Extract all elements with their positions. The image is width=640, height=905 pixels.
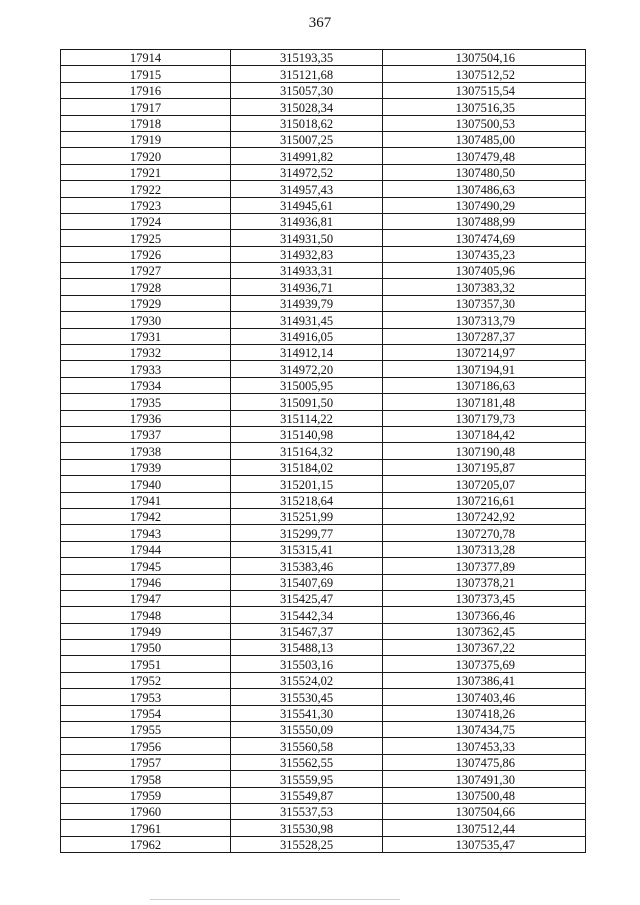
point-number-cell: 17959	[61, 787, 231, 803]
point-number-cell: 17940	[61, 476, 231, 492]
x-coordinate-cell: 315184,02	[231, 459, 383, 475]
table-row	[61, 525, 586, 541]
table-row	[61, 361, 586, 377]
x-coordinate-cell: 314916,05	[231, 328, 383, 344]
table-row	[61, 738, 586, 754]
y-coordinate-cell: 1307418,26	[383, 705, 586, 721]
y-coordinate-cell: 1307485,00	[383, 131, 586, 147]
y-coordinate-cell: 1307357,30	[383, 295, 586, 311]
x-coordinate-cell: 315251,99	[231, 508, 383, 524]
point-number-cell: 17961	[61, 820, 231, 836]
y-coordinate-cell: 1307194,91	[383, 361, 586, 377]
y-coordinate-cell: 1307179,73	[383, 410, 586, 426]
x-coordinate-cell: 315467,37	[231, 623, 383, 639]
table-row	[61, 312, 586, 328]
point-number-cell: 17957	[61, 754, 231, 770]
table-row	[61, 377, 586, 393]
y-coordinate-cell: 1307500,53	[383, 115, 586, 131]
point-number-cell: 17930	[61, 312, 231, 328]
y-coordinate-cell: 1307367,22	[383, 640, 586, 656]
y-coordinate-cell: 1307504,16	[383, 50, 586, 66]
point-number-cell: 17924	[61, 213, 231, 229]
point-number-cell: 17960	[61, 803, 231, 819]
table-row	[61, 492, 586, 508]
x-coordinate-cell: 314933,31	[231, 263, 383, 279]
table-row	[61, 787, 586, 803]
x-coordinate-cell: 315091,50	[231, 394, 383, 410]
table-row	[61, 623, 586, 639]
y-coordinate-cell: 1307435,23	[383, 246, 586, 262]
point-number-cell: 17932	[61, 345, 231, 361]
point-number-cell: 17949	[61, 623, 231, 639]
x-coordinate-cell: 314991,82	[231, 148, 383, 164]
table-row	[61, 213, 586, 229]
y-coordinate-cell: 1307378,21	[383, 574, 586, 590]
x-coordinate-cell: 315114,22	[231, 410, 383, 426]
point-number-cell: 17921	[61, 164, 231, 180]
y-coordinate-cell: 1307479,48	[383, 148, 586, 164]
x-coordinate-cell: 315407,69	[231, 574, 383, 590]
y-coordinate-cell: 1307516,35	[383, 99, 586, 115]
table-row	[61, 590, 586, 606]
y-coordinate-cell: 1307488,99	[383, 213, 586, 229]
x-coordinate-cell: 315315,41	[231, 541, 383, 557]
y-coordinate-cell: 1307474,69	[383, 230, 586, 246]
x-coordinate-cell: 315193,35	[231, 50, 383, 66]
x-coordinate-cell: 315559,95	[231, 771, 383, 787]
table-row	[61, 574, 586, 590]
x-coordinate-cell: 315057,30	[231, 82, 383, 98]
table-row	[61, 82, 586, 98]
x-coordinate-cell: 315541,30	[231, 705, 383, 721]
point-number-cell: 17956	[61, 738, 231, 754]
y-coordinate-cell: 1307512,52	[383, 66, 586, 82]
table-row	[61, 754, 586, 770]
point-number-cell: 17944	[61, 541, 231, 557]
point-number-cell: 17947	[61, 590, 231, 606]
table-row	[61, 197, 586, 213]
y-coordinate-cell: 1307383,32	[383, 279, 586, 295]
table-row	[61, 66, 586, 82]
x-coordinate-cell: 315537,53	[231, 803, 383, 819]
x-coordinate-cell: 315140,98	[231, 426, 383, 442]
y-coordinate-cell: 1307386,41	[383, 672, 586, 688]
y-coordinate-cell: 1307362,45	[383, 623, 586, 639]
point-number-cell: 17927	[61, 263, 231, 279]
point-number-cell: 17915	[61, 66, 231, 82]
table-row	[61, 328, 586, 344]
y-coordinate-cell: 1307377,89	[383, 558, 586, 574]
point-number-cell: 17938	[61, 443, 231, 459]
point-number-cell: 17955	[61, 722, 231, 738]
y-coordinate-cell: 1307375,69	[383, 656, 586, 672]
y-coordinate-cell: 1307504,66	[383, 803, 586, 819]
y-coordinate-cell: 1307515,54	[383, 82, 586, 98]
table-row	[61, 263, 586, 279]
point-number-cell: 17941	[61, 492, 231, 508]
y-coordinate-cell: 1307490,29	[383, 197, 586, 213]
table-row	[61, 640, 586, 656]
y-coordinate-cell: 1307313,28	[383, 541, 586, 557]
x-coordinate-cell: 314931,45	[231, 312, 383, 328]
y-coordinate-cell: 1307205,07	[383, 476, 586, 492]
table-row	[61, 541, 586, 557]
y-coordinate-cell: 1307184,42	[383, 426, 586, 442]
page-number: 367	[308, 15, 332, 31]
x-coordinate-cell: 314931,50	[231, 230, 383, 246]
x-coordinate-cell: 315528,25	[231, 836, 383, 852]
table-row	[61, 99, 586, 115]
point-number-cell: 17939	[61, 459, 231, 475]
y-coordinate-cell: 1307512,44	[383, 820, 586, 836]
point-number-cell: 17916	[61, 82, 231, 98]
point-number-cell: 17934	[61, 377, 231, 393]
coordinates-table	[60, 49, 586, 853]
y-coordinate-cell: 1307500,48	[383, 787, 586, 803]
table-row	[61, 656, 586, 672]
x-coordinate-cell: 315442,34	[231, 607, 383, 623]
x-coordinate-cell: 314972,52	[231, 164, 383, 180]
table-row	[61, 279, 586, 295]
y-coordinate-cell: 1307405,96	[383, 263, 586, 279]
y-coordinate-cell: 1307453,33	[383, 738, 586, 754]
x-coordinate-cell: 315550,09	[231, 722, 383, 738]
table-row	[61, 672, 586, 688]
x-coordinate-cell: 314912,14	[231, 345, 383, 361]
point-number-cell: 17942	[61, 508, 231, 524]
table-row	[61, 345, 586, 361]
table-row	[61, 820, 586, 836]
x-coordinate-cell: 314972,20	[231, 361, 383, 377]
y-coordinate-cell: 1307403,46	[383, 689, 586, 705]
x-coordinate-cell: 315164,32	[231, 443, 383, 459]
y-coordinate-cell: 1307214,97	[383, 345, 586, 361]
x-coordinate-cell: 315383,46	[231, 558, 383, 574]
table-row	[61, 705, 586, 721]
y-coordinate-cell: 1307181,48	[383, 394, 586, 410]
point-number-cell: 17925	[61, 230, 231, 246]
point-number-cell: 17953	[61, 689, 231, 705]
table-row	[61, 459, 586, 475]
point-number-cell: 17929	[61, 295, 231, 311]
point-number-cell: 17937	[61, 426, 231, 442]
x-coordinate-cell: 315201,15	[231, 476, 383, 492]
table-row	[61, 115, 586, 131]
point-number-cell: 17952	[61, 672, 231, 688]
table-row	[61, 508, 586, 524]
table-row	[61, 50, 586, 66]
x-coordinate-cell: 315530,98	[231, 820, 383, 836]
y-coordinate-cell: 1307216,61	[383, 492, 586, 508]
table-row	[61, 426, 586, 442]
y-coordinate-cell: 1307313,79	[383, 312, 586, 328]
table-row	[61, 394, 586, 410]
x-coordinate-cell: 314957,43	[231, 181, 383, 197]
y-coordinate-cell: 1307195,87	[383, 459, 586, 475]
x-coordinate-cell: 315560,58	[231, 738, 383, 754]
table-row	[61, 443, 586, 459]
table-row	[61, 558, 586, 574]
bottom-divider	[150, 899, 400, 900]
y-coordinate-cell: 1307491,30	[383, 771, 586, 787]
point-number-cell: 17935	[61, 394, 231, 410]
point-number-cell: 17926	[61, 246, 231, 262]
table-row	[61, 164, 586, 180]
point-number-cell: 17928	[61, 279, 231, 295]
x-coordinate-cell: 315218,64	[231, 492, 383, 508]
x-coordinate-cell: 315530,45	[231, 689, 383, 705]
point-number-cell: 17948	[61, 607, 231, 623]
table-row	[61, 689, 586, 705]
x-coordinate-cell: 315007,25	[231, 131, 383, 147]
x-coordinate-cell: 315018,62	[231, 115, 383, 131]
x-coordinate-cell: 315562,55	[231, 754, 383, 770]
table-row	[61, 410, 586, 426]
table-row	[61, 148, 586, 164]
point-number-cell: 17954	[61, 705, 231, 721]
x-coordinate-cell: 315503,16	[231, 656, 383, 672]
table-row	[61, 181, 586, 197]
x-coordinate-cell: 314936,71	[231, 279, 383, 295]
point-number-cell: 17919	[61, 131, 231, 147]
y-coordinate-cell: 1307242,92	[383, 508, 586, 524]
x-coordinate-cell: 315488,13	[231, 640, 383, 656]
x-coordinate-cell: 315299,77	[231, 525, 383, 541]
x-coordinate-cell: 314939,79	[231, 295, 383, 311]
point-number-cell: 17950	[61, 640, 231, 656]
point-number-cell: 17914	[61, 50, 231, 66]
table-row	[61, 230, 586, 246]
point-number-cell: 17923	[61, 197, 231, 213]
table-row	[61, 803, 586, 819]
x-coordinate-cell: 315549,87	[231, 787, 383, 803]
point-number-cell: 17917	[61, 99, 231, 115]
x-coordinate-cell: 315524,02	[231, 672, 383, 688]
x-coordinate-cell: 314936,81	[231, 213, 383, 229]
y-coordinate-cell: 1307434,75	[383, 722, 586, 738]
point-number-cell: 17922	[61, 181, 231, 197]
y-coordinate-cell: 1307373,45	[383, 590, 586, 606]
x-coordinate-cell: 314945,61	[231, 197, 383, 213]
x-coordinate-cell: 315005,95	[231, 377, 383, 393]
point-number-cell: 17946	[61, 574, 231, 590]
point-number-cell: 17943	[61, 525, 231, 541]
y-coordinate-cell: 1307190,48	[383, 443, 586, 459]
y-coordinate-cell: 1307486,63	[383, 181, 586, 197]
x-coordinate-cell: 314932,83	[231, 246, 383, 262]
x-coordinate-cell: 315121,68	[231, 66, 383, 82]
y-coordinate-cell: 1307535,47	[383, 836, 586, 852]
table-row	[61, 771, 586, 787]
y-coordinate-cell: 1307186,63	[383, 377, 586, 393]
y-coordinate-cell: 1307366,46	[383, 607, 586, 623]
table-row	[61, 476, 586, 492]
point-number-cell: 17931	[61, 328, 231, 344]
point-number-cell: 17951	[61, 656, 231, 672]
table-row	[61, 131, 586, 147]
y-coordinate-cell: 1307480,50	[383, 164, 586, 180]
y-coordinate-cell: 1307475,86	[383, 754, 586, 770]
table-row	[61, 722, 586, 738]
table-row	[61, 246, 586, 262]
point-number-cell: 17936	[61, 410, 231, 426]
table-row	[61, 295, 586, 311]
table-row	[61, 607, 586, 623]
point-number-cell: 17918	[61, 115, 231, 131]
point-number-cell: 17958	[61, 771, 231, 787]
point-number-cell: 17945	[61, 558, 231, 574]
point-number-cell: 17920	[61, 148, 231, 164]
coordinates-table-body	[61, 50, 586, 853]
x-coordinate-cell: 315425,47	[231, 590, 383, 606]
y-coordinate-cell: 1307270,78	[383, 525, 586, 541]
point-number-cell: 17962	[61, 836, 231, 852]
table-row	[61, 836, 586, 852]
y-coordinate-cell: 1307287,37	[383, 328, 586, 344]
point-number-cell: 17933	[61, 361, 231, 377]
x-coordinate-cell: 315028,34	[231, 99, 383, 115]
